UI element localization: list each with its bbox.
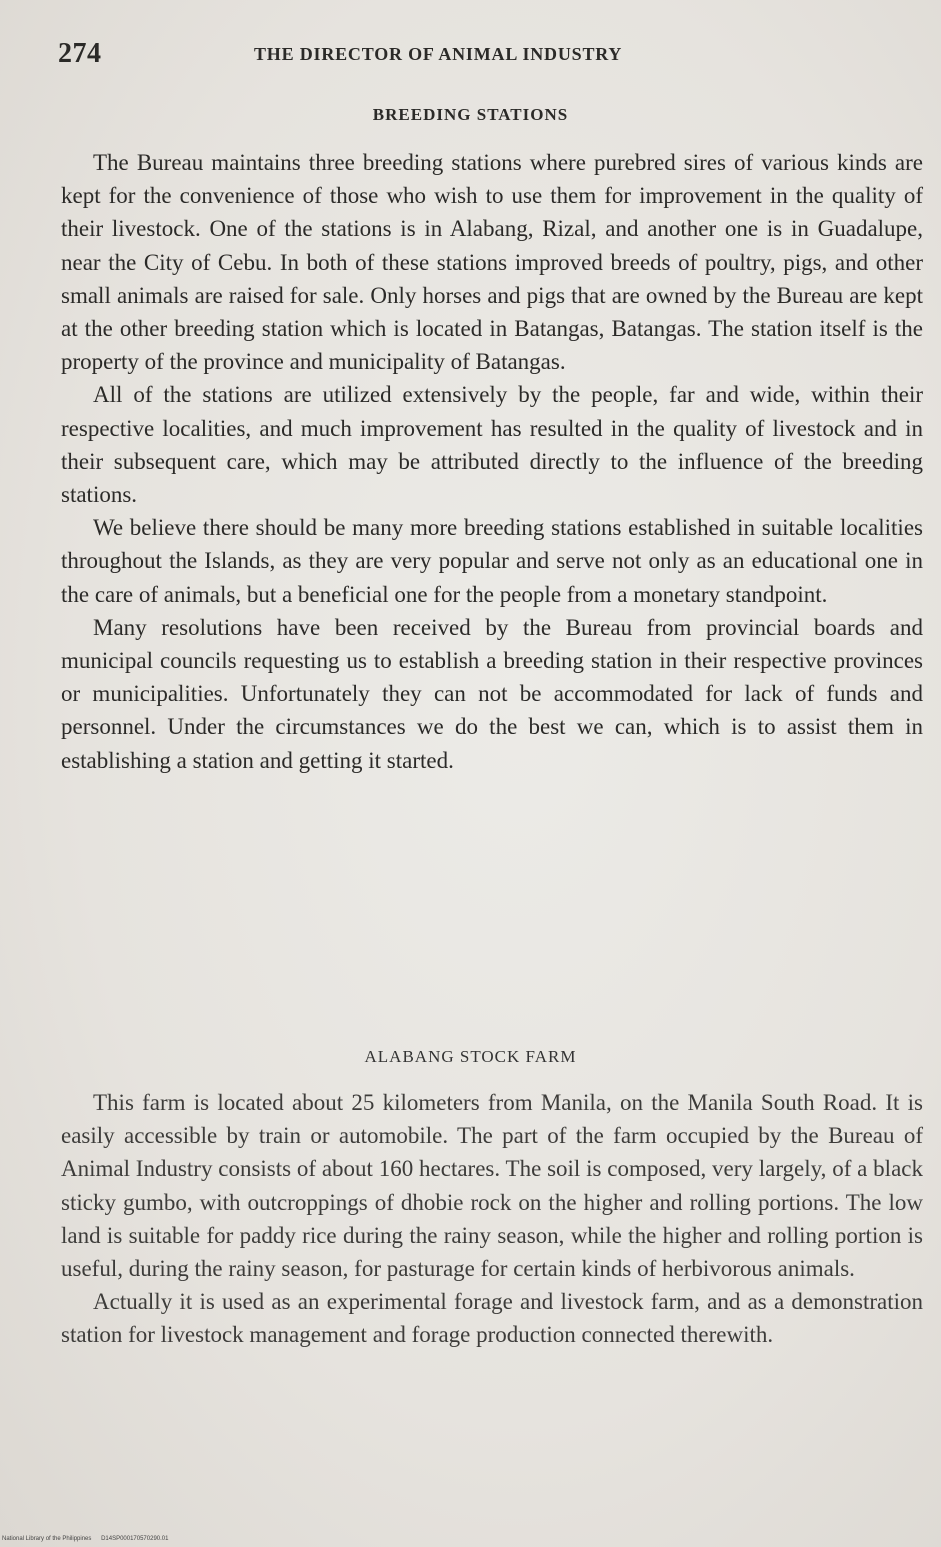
alabang-stock-farm-body (61, 1086, 923, 1352)
section-heading-alabang-stock-farm: ALABANG STOCK FARM (364, 1047, 577, 1066)
paragraph: All of the stations are utilized extensively by the people, far and wide, within their respective localities, and much improvement has resulted in the quality of livestock and in their subsequent care, which may be attributed directly to the influence of the breeding stations. (61, 382, 923, 508)
paragraph: The Bureau maintains three breeding stations where purebred sires of various kinds are kept for the convenience of those who wish to use them for improvement in the quality of their livestock. One of the stations is in Alabang, Rizal, and another one is in Guadalupe, near the City of Cebu. In both of these stations improved breeds of poultry, pigs, and other small animals are raised for sale. Only horses and pigs that are owned by the Bureau are kept at the other breeding station which is located in Batangas, Batangas. The station itself is the property of the province and municipality of Batangas. (61, 150, 923, 375)
paragraph: We believe there should be many more breeding stations established in suitable localities throughout the Islands, as they are very popular and serve not only as an educational one in the care of animals, but a beneficial one for the people from a monetary standpoint. (61, 515, 923, 607)
paragraph: This farm is located about 25 kilometers from Manila, on the Manila South Road. It is easily accessible by train or automobile. The part of the farm occupied by the Bureau of Animal Industry consists of about 160 hectares. The soil is composed, very largely, of a black sticky gumbo, with outcroppings of dhobie rock on the higher and rolling portions. The low land is suitable for paddy rice during the rainy season, while the higher and rolling portion is useful, during the rainy season, for pasturage for certain kinds of herbivorous animals. (61, 1090, 923, 1282)
paragraph: Actually it is used as an experimental forage and livestock farm, and as a demonstration station for livestock management and forage production connected therewith. (61, 1289, 923, 1348)
breeding-stations-body (61, 146, 923, 777)
running-title: THE DIRECTOR OF ANIMAL INDUSTRY (254, 44, 623, 64)
page-number: 274 (58, 38, 102, 69)
section-heading-breeding-stations: BREEDING STATIONS (372, 105, 569, 124)
paragraph: Many resolutions have been received by the Bureau from provincial boards and municipal councils requesting us to establish a breeding station in their respective provinces or municipalities. Unfortunately they can not be accommodated for lack of funds and personnel. Under the circumstances we do the best we can, which is to assist them in establishing a station and getting it started. (61, 614, 923, 773)
footer-code: D14SP000170570290.01 (101, 1536, 169, 1542)
scan-footer (2, 1536, 176, 1542)
page-header (58, 38, 918, 78)
footer-library: National Library of the Philippines (2, 1536, 92, 1542)
